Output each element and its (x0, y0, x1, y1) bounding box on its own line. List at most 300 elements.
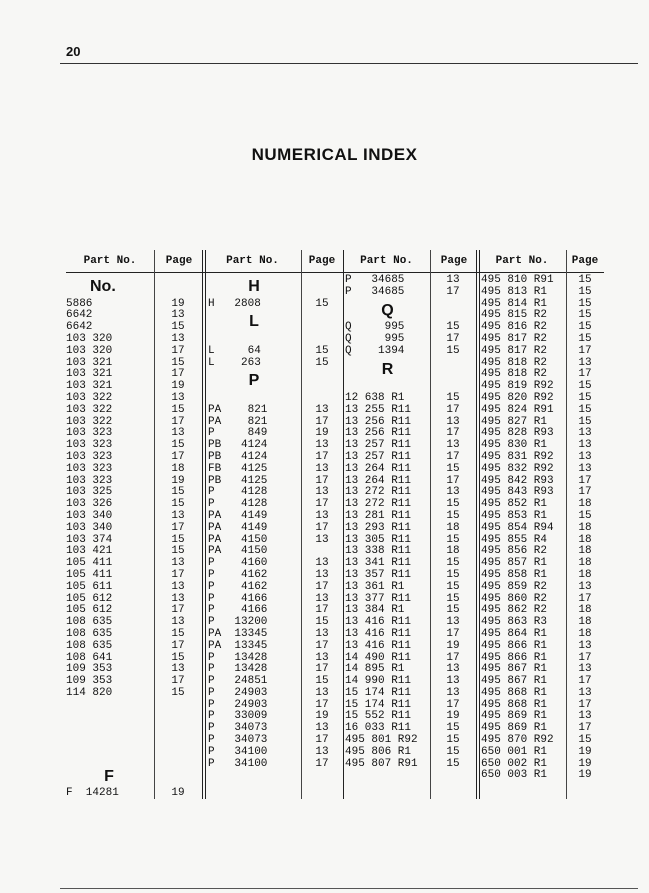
part-number: 103 321 (66, 380, 113, 393)
header-part-no-3: Part No. (343, 250, 430, 273)
page-ref: 13 (446, 663, 460, 676)
page-ref: 19 (315, 710, 329, 723)
part-number: 495 807 R91 (345, 757, 418, 770)
part-number: PA 821 (208, 403, 268, 416)
page-ref: 15 (171, 533, 185, 546)
part-number: 495 843 R93 (481, 486, 554, 499)
part-number: 495 869 R1 (481, 710, 548, 723)
page-ref: 17 (578, 722, 592, 735)
part-number: 103 325 (66, 486, 113, 499)
page-ref: 15 (446, 757, 460, 770)
spacer (154, 275, 202, 299)
page-ref: 17 (446, 427, 460, 440)
page-ref: 13 (446, 439, 460, 452)
part-number: 5886 (66, 297, 93, 310)
part-number: F 14281 (66, 787, 119, 800)
page-ref: 18 (578, 557, 592, 570)
bottom-rule (60, 888, 638, 889)
spacer (154, 700, 202, 765)
part-number: PA 13345 (208, 639, 268, 652)
part-number: 13 416 R11 (345, 616, 412, 629)
page-ref: 15 (446, 745, 460, 758)
page-ref: 15 (578, 297, 592, 310)
spacer (301, 275, 343, 299)
page-ref: 15 (171, 498, 185, 511)
header-page-4: Page (566, 250, 604, 273)
page-ref: 15 (315, 297, 329, 310)
part-number: 495 869 R1 (481, 722, 548, 735)
page-ref: 17 (315, 415, 329, 428)
page-ref: 15 (578, 415, 592, 428)
page-ref: 13 (578, 710, 592, 723)
page-ref: 13 (171, 391, 185, 404)
part-number: PA 13345 (208, 627, 268, 640)
page-ref: 13 (315, 557, 329, 570)
page-ref: 17 (171, 368, 185, 381)
part-number: 13 305 R11 (345, 533, 412, 546)
part-number: 13 256 R11 (345, 427, 412, 440)
part-number: 495 832 R92 (481, 462, 554, 475)
page-ref: 13 (446, 415, 460, 428)
part-number: 495 830 R1 (481, 439, 548, 452)
spacer (301, 310, 343, 334)
page-ref: 13 (171, 332, 185, 345)
page-ref: 13 (315, 722, 329, 735)
part-number: 495 862 R2 (481, 604, 548, 617)
part-number: 495 818 R2 (481, 368, 548, 381)
column-divider (202, 250, 203, 799)
part-number: 13 257 R11 (345, 450, 412, 463)
page-ref: 17 (446, 403, 460, 416)
part-number: PB 4124 (208, 450, 268, 463)
part-number: 15 174 R11 (345, 698, 412, 711)
part-number: 114 820 (66, 686, 113, 699)
header-page-1: Page (154, 250, 204, 273)
spacer (66, 700, 152, 765)
page-ref: 15 (171, 486, 185, 499)
page-ref: 13 (315, 651, 329, 664)
page-ref: 15 (578, 509, 592, 522)
page-ref: 13 (578, 686, 592, 699)
part-number: 495 856 R2 (481, 545, 548, 558)
page-ref: 13 (315, 686, 329, 699)
page-ref: 19 (171, 787, 185, 800)
page-ref: 15 (315, 616, 329, 629)
part-number: P 13200 (208, 616, 268, 629)
page-ref: 17 (578, 651, 592, 664)
part-number: 13 256 R11 (345, 415, 412, 428)
part-number: 105 611 (66, 580, 113, 593)
page-ref: 13 (315, 592, 329, 605)
page-ref: 17 (315, 474, 329, 487)
part-number: PB 4125 (208, 474, 268, 487)
part-number: 495 855 R4 (481, 533, 548, 546)
page-ref: 15 (171, 403, 185, 416)
part-number: PB 4124 (208, 439, 268, 452)
page-ref: 13 (578, 580, 592, 593)
page-ref: 17 (315, 521, 329, 534)
part-number: 495 827 R1 (481, 415, 548, 428)
column-2-parts (208, 275, 300, 770)
part-number: 13 416 R11 (345, 639, 412, 652)
part-number: 103 321 (66, 356, 113, 369)
part-number: 13 281 R11 (345, 509, 412, 522)
page-ref: 13 (578, 439, 592, 452)
page-ref: 17 (315, 450, 329, 463)
part-number: Q 995 (345, 321, 405, 334)
part-number: P 34685 (345, 274, 405, 286)
section-letter: P (248, 372, 260, 390)
part-number: 108 641 (66, 651, 113, 664)
column-4-pages (566, 275, 604, 782)
part-number: H 2808 (208, 297, 261, 310)
page-ref: 15 (446, 734, 460, 747)
page-ref: 19 (315, 427, 329, 440)
numerical-index-table (66, 250, 604, 799)
page-ref: 18 (578, 498, 592, 511)
page-ref: 19 (578, 745, 592, 758)
column-3-pages (430, 275, 476, 770)
part-number: P 34073 (208, 734, 268, 747)
part-number: P 4166 (208, 592, 268, 605)
column-divider (479, 250, 480, 799)
part-number: 14 990 R11 (345, 675, 412, 688)
page-ref: 15 (446, 498, 460, 511)
column-divider (343, 250, 344, 799)
page-ref: 15 (446, 344, 460, 357)
part-number: 103 322 (66, 403, 113, 416)
part-number: 495 801 R92 (345, 734, 418, 747)
part-number: P 24903 (208, 686, 268, 699)
page-ref: 18 (446, 545, 460, 558)
page-ref: 15 (171, 356, 185, 369)
header-part-no-1: Part No. (66, 250, 154, 273)
part-number: 495 860 R2 (481, 592, 548, 605)
part-number: 13 384 R1 (345, 604, 405, 617)
part-number: 495 852 R1 (481, 498, 548, 511)
section-letter: H (248, 278, 260, 295)
page-ref: 17 (578, 344, 592, 357)
page-ref: 19 (446, 639, 460, 652)
page-ref: 19 (578, 769, 592, 782)
page-ref: 13 (315, 403, 329, 416)
part-number: 13 361 R1 (345, 580, 405, 593)
part-number: 16 033 R11 (345, 722, 412, 735)
section-letter: No. (90, 278, 116, 295)
part-number: P 34073 (208, 722, 268, 735)
part-number: 103 374 (66, 533, 113, 546)
page-ref: 17 (578, 486, 592, 499)
page-ref: 15 (446, 321, 460, 334)
part-number: Q 1394 (345, 344, 405, 357)
page-ref: 13 (446, 675, 460, 688)
part-number: FB 4125 (208, 462, 268, 475)
page-ref: 13 (315, 462, 329, 475)
page-ref: 17 (315, 639, 329, 652)
part-number: 495 824 R91 (481, 403, 554, 416)
part-number: 650 001 R1 (481, 745, 548, 758)
part-number: 109 353 (66, 663, 113, 676)
page-ref: 17 (315, 604, 329, 617)
page-ref: 19 (171, 474, 185, 487)
part-number: 495 868 R1 (481, 686, 548, 699)
page-ref: 18 (578, 521, 592, 534)
column-divider (476, 250, 477, 799)
page-ref: 13 (315, 439, 329, 452)
page-ref: 17 (446, 474, 460, 487)
part-number: P 24903 (208, 698, 268, 711)
section-letter: R (381, 360, 394, 378)
part-number: 15 552 R11 (345, 710, 412, 723)
part-number: P 4128 (208, 498, 268, 511)
page-ref: 13 (315, 627, 329, 640)
page-ref: 15 (171, 321, 185, 334)
column-2-pages (301, 275, 343, 770)
part-number: 495 868 R1 (481, 698, 548, 711)
page-ref: 13 (578, 356, 592, 369)
part-number: 6642 (66, 321, 93, 334)
page-ref: 15 (171, 545, 185, 558)
page-ref: 17 (578, 592, 592, 605)
page-ref: 17 (171, 521, 185, 534)
part-number: 109 353 (66, 675, 113, 688)
page-ref: 13 (315, 568, 329, 581)
part-number: 103 323 (66, 450, 113, 463)
part-number: PA 4150 (208, 545, 268, 558)
part-number: 495 817 R2 (481, 332, 548, 345)
page-title: NUMERICAL INDEX (251, 145, 418, 164)
page-ref: 15 (446, 391, 460, 404)
part-number: 103 321 (66, 368, 113, 381)
part-number: P 849 (208, 427, 268, 440)
page-ref: 13 (446, 274, 460, 286)
header-page-2: Page (301, 250, 343, 273)
part-number: P 33009 (208, 710, 268, 723)
part-number: 495 859 R2 (481, 580, 548, 593)
part-number: 103 320 (66, 332, 113, 345)
page-ref: 17 (315, 757, 329, 770)
part-number: 495 842 R93 (481, 474, 554, 487)
part-number: 495 858 R1 (481, 568, 548, 581)
part-number: 495 818 R2 (481, 356, 548, 369)
spacer (301, 393, 343, 405)
part-number: 108 635 (66, 639, 113, 652)
page-ref: 17 (171, 415, 185, 428)
page-ref: 15 (578, 274, 592, 286)
page-ref: 15 (578, 734, 592, 747)
page-ref: 13 (171, 663, 185, 676)
page-ref: 19 (578, 757, 592, 770)
page-ref: 13 (315, 533, 329, 546)
page-ref: 13 (171, 427, 185, 440)
page-ref: 13 (446, 686, 460, 699)
page-ref: 13 (171, 509, 185, 522)
part-number: 13 272 R11 (345, 486, 412, 499)
part-number: 495 854 R94 (481, 521, 554, 534)
page-ref: 15 (446, 722, 460, 735)
part-number: 13 257 R11 (345, 439, 412, 452)
spacer (208, 393, 300, 405)
part-number: 13 338 R11 (345, 545, 412, 558)
part-number: 105 411 (66, 557, 113, 570)
page-ref: 17 (171, 675, 185, 688)
part-number: 495 867 R1 (481, 675, 548, 688)
page-ref: 15 (171, 439, 185, 452)
part-number: 103 323 (66, 439, 113, 452)
spacer (208, 334, 300, 346)
page-ref: 13 (171, 616, 185, 629)
page-ref: 18 (578, 533, 592, 546)
page-ref: 17 (446, 651, 460, 664)
page-ref: 15 (446, 462, 460, 475)
part-number: P 24851 (208, 675, 268, 688)
page-ref: 17 (578, 474, 592, 487)
part-number: 13 264 R11 (345, 462, 412, 475)
part-number: PA 4150 (208, 533, 268, 546)
page-ref: 15 (578, 309, 592, 322)
part-number: PA 4149 (208, 521, 268, 534)
column-4-parts (481, 275, 566, 782)
part-number: 495 806 R1 (345, 745, 412, 758)
page-ref: 18 (578, 616, 592, 629)
page-ref: 17 (171, 604, 185, 617)
part-number: 495 831 R92 (481, 450, 554, 463)
part-number: 105 411 (66, 568, 113, 581)
part-number: 13 357 R11 (345, 568, 412, 581)
part-number: 650 002 R1 (481, 757, 548, 770)
page-ref: 13 (446, 616, 460, 629)
column-1-parts (66, 275, 152, 800)
page-ref: 18 (446, 521, 460, 534)
section-letter: F (104, 767, 114, 785)
part-number: PA 821 (208, 415, 268, 428)
page-ref: 18 (171, 462, 185, 475)
part-number: 495 857 R1 (481, 557, 548, 570)
page-ref: 17 (171, 639, 185, 652)
page-ref: 17 (315, 734, 329, 747)
part-number: 495 828 R93 (481, 427, 554, 440)
page-ref: 17 (578, 675, 592, 688)
part-number: P 4160 (208, 557, 268, 570)
part-number: 495 866 R1 (481, 639, 548, 652)
page-ref: 17 (171, 450, 185, 463)
part-number: 13 272 R11 (345, 498, 412, 511)
page-ref: 17 (315, 663, 329, 676)
page-ref: 17 (446, 627, 460, 640)
part-number: 103 323 (66, 474, 113, 487)
part-number: Q 995 (345, 332, 405, 345)
part-number: 495 813 R1 (481, 285, 548, 298)
page-ref: 13 (578, 450, 592, 463)
page-ref: 17 (171, 568, 185, 581)
part-number: 103 322 (66, 415, 113, 428)
part-number: 108 635 (66, 616, 113, 629)
page-ref: 15 (446, 568, 460, 581)
page-ref: 15 (315, 675, 329, 688)
part-number: 495 866 R1 (481, 651, 548, 664)
part-number: 495 863 R3 (481, 616, 548, 629)
part-number: 103 340 (66, 509, 113, 522)
part-number: 14 490 R11 (345, 651, 412, 664)
part-number: L 263 (208, 356, 261, 369)
part-number: 495 817 R2 (481, 344, 548, 357)
page-ref: 13 (171, 580, 185, 593)
part-number: 108 635 (66, 627, 113, 640)
part-number: 13 416 R11 (345, 627, 412, 640)
page-ref: 18 (578, 545, 592, 558)
page-ref: 13 (315, 745, 329, 758)
page-ref: 15 (171, 651, 185, 664)
page-ref: 13 (578, 427, 592, 440)
part-number: 13 293 R11 (345, 521, 412, 534)
page-ref: 18 (578, 568, 592, 581)
part-number: PA 4149 (208, 509, 268, 522)
part-number: 103 323 (66, 427, 113, 440)
part-number: 495 864 R1 (481, 627, 548, 640)
part-number: 13 341 R11 (345, 557, 412, 570)
page-ref: 18 (578, 604, 592, 617)
top-rule (60, 63, 638, 64)
page-ref: 15 (578, 332, 592, 345)
part-number: 15 174 R11 (345, 686, 412, 699)
page-ref: 15 (578, 403, 592, 416)
part-number: 495 816 R2 (481, 321, 548, 334)
part-number: 103 320 (66, 344, 113, 357)
page-ref: 15 (315, 356, 329, 369)
part-number: 495 853 R1 (481, 509, 548, 522)
section-letter: L (249, 313, 259, 331)
page-ref: 13 (446, 486, 460, 499)
page-ref: 13 (315, 486, 329, 499)
part-number: 105 612 (66, 592, 113, 605)
page-ref: 17 (578, 698, 592, 711)
header-page-3: Page (430, 250, 478, 273)
part-number: P 34685 (345, 285, 405, 298)
column-3-parts (345, 275, 430, 770)
page-ref: 15 (446, 580, 460, 593)
spacer (430, 358, 476, 382)
page-ref: 17 (446, 450, 460, 463)
part-number: P 34100 (208, 757, 268, 770)
header-part-no-2: Part No. (204, 250, 301, 273)
part-number: 13 255 R11 (345, 403, 412, 416)
part-number: 103 421 (66, 545, 113, 558)
spacer (430, 299, 476, 323)
page-ref: 17 (578, 368, 592, 381)
page-ref: 13 (578, 639, 592, 652)
page-ref: 15 (578, 321, 592, 334)
spacer (301, 334, 343, 346)
part-number: P 4128 (208, 486, 268, 499)
page-ref: 17 (446, 698, 460, 711)
part-number: 495 870 R92 (481, 734, 554, 747)
spacer (301, 369, 343, 393)
page-ref: 15 (315, 344, 329, 357)
part-number: 495 814 R1 (481, 297, 548, 310)
part-number: 495 810 R91 (481, 274, 554, 286)
part-number: 650 003 R1 (481, 769, 548, 782)
page-ref: 13 (171, 309, 185, 322)
part-number: P 13428 (208, 663, 268, 676)
part-number: 103 322 (66, 391, 113, 404)
page-ref: 13 (578, 663, 592, 676)
part-number: 103 326 (66, 498, 113, 511)
page-ref: 13 (578, 462, 592, 475)
part-number: 495 867 R1 (481, 663, 548, 676)
part-number: 105 612 (66, 604, 113, 617)
part-number: P 34100 (208, 745, 268, 758)
page-ref: 13 (171, 557, 185, 570)
